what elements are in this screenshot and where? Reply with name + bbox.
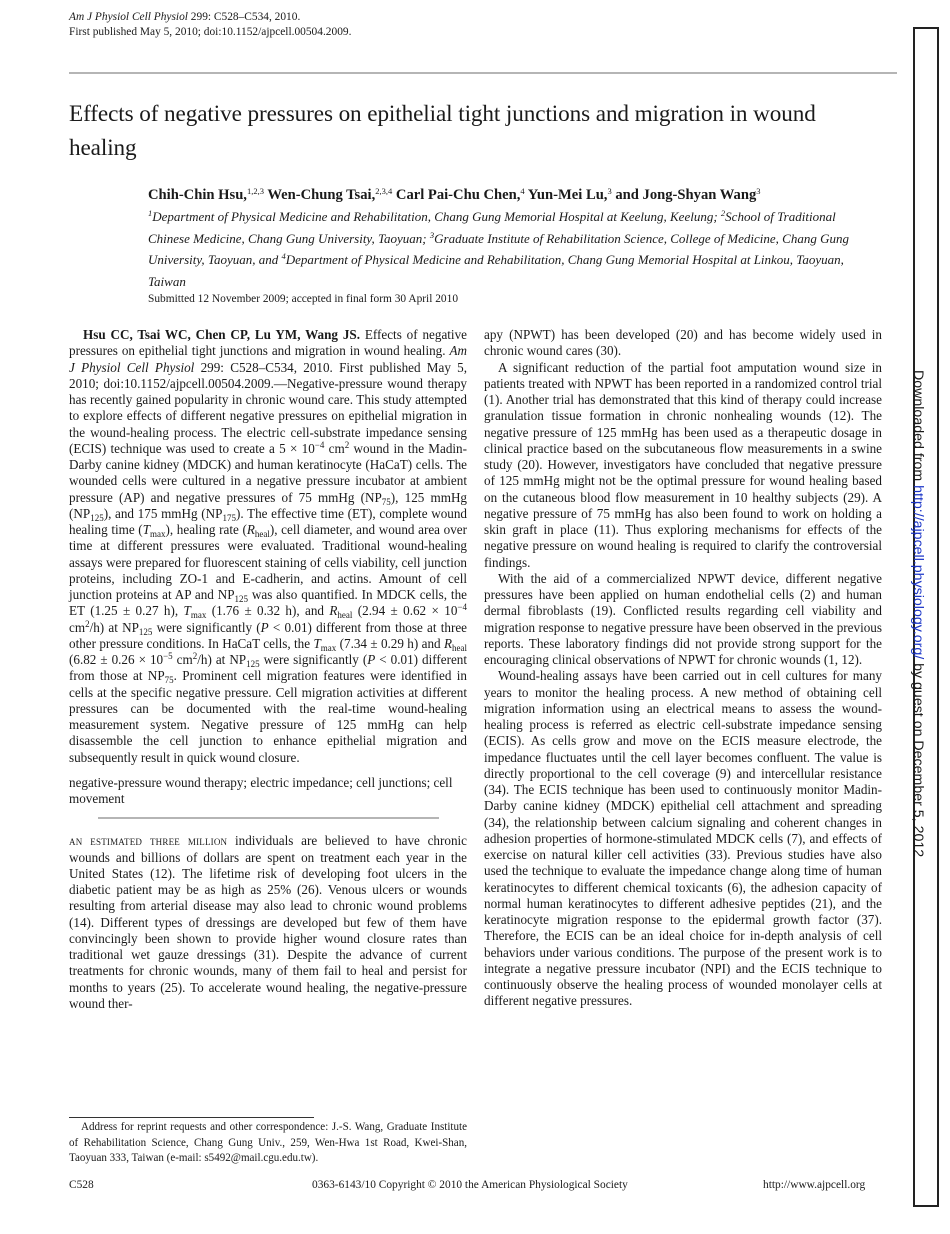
- body-paragraph: Wound-healing assays have been carried out in cell cultures for many years to monitor the healing process. A new method of obtaining cell migration information using an electrical means to assess the wound-healing process is referred as electric cell-substrate impedance sensing (ECIS). As cells grow and move on the ECIS measure electrode, the impedance fluctuates until the cell layer becomes confluent. The value is directly proportional to the cell coverage (9) and intercellular resistance (34). The ECIS technique has been used to continuously monitor Madin-Darby canine kidney (MDCK) epithelial cell attachment and spreading (34), the relationship between calcium signaling and coherent changes in adhesion properties of hormone-stimulated MDCK cells (7), and effects of exercise on natural killer cell activities (33). Previous studies have also used the technique to evaluate the impedance change along time of human keratinocytes to different chemical toxicants (6), the adhesion capacity of normal human keratinocytes to different adhesive peptides (21), and the keratinocyte migration response to the epidermal growth factor (37). Therefore, the ECIS can be an ideal choice for in-depth analysis of cell behaviors under various conditions. The purpose of the present work is to integrate a negative pressure incubator (NPI) and the ECIS technique to continuously observe the healing process of wounded monolayer cells at different negative pressures.: [484, 668, 882, 1009]
- article-title: Effects of negative pressures on epithelial tight junctions and migration in wound healing: [69, 101, 816, 161]
- affiliation: Department of Physical Medicine and Rehabilitation, Chang Gung Memorial Hospital at Linkou, Taoyuan, Taiwan: [148, 252, 844, 290]
- subscript: max: [320, 642, 337, 653]
- journal-volume-pages: 299: C528–C534, 2010.: [187, 11, 301, 23]
- abstract-text: /h) at NP: [89, 619, 139, 635]
- body-paragraph: A significant reduction of the partial foot amputation wound size in patients treated with NPWT has been reported in a randomized control trial (1). Another trial has demonstrated that this kind of therapy could increase granulation tissue formation in chronic nonhealing wounds (12). The negative pressure of 125 mmHg has been used as a therapeutic dosage in clinical practice based on the subcutaneous flow measurements in a swine study (20). However, investigators have concluded that negative pressure of 125 mmHg might not be the optimal pressure for wound healing based on the cutaneous blood flow measurement in 10 healthy subjects (29). A negative pressure of 75 mmHg has also been found to work on holding a skin graft in place (11). Thus exploring mechanisms for effects of the negative pressure on wound healing is required to clarify the controversial findings.: [484, 359, 882, 570]
- affiliation: School of Traditional Chinese Medicine, Chang Gung University, Taoyuan;: [148, 209, 836, 246]
- abstract-text: were significantly (: [259, 652, 368, 667]
- subscript: heal: [451, 642, 467, 653]
- symbol: P: [260, 619, 269, 635]
- subscript: 175: [222, 512, 236, 523]
- abstract-text: /h) at NP: [197, 652, 247, 667]
- body-paragraph: With the aid of a commercialized NPWT device, different negative pressures have been applied on human endothelial cells (2) and human dermal fibroblasts (19). Conflicted results regarding cell viability and migration response to negative pressure have been observed in the previous reports. These laboratory findings did not provide strong support for the encouraging clinical observations of NPWT for chronic wounds (1, 12).: [484, 570, 882, 667]
- abstract-divider: [98, 817, 439, 819]
- symbol: T: [142, 522, 150, 537]
- author: and Jong-Shyan Wang: [611, 187, 757, 203]
- abstract-text: 299: C528–C534, 2010. First published May 5, 2010; doi:10.1152/ajpcell.00504.2009.—Negative-pressure wound therapy has recently gained popularity in chronic wound care. This study attempted to explore effects of different negative pressures on epithelial migration in the wound-healing process. The electric cell-substrate impedance sensing (ECIS) technique was used to create a 5 × 10: [69, 359, 468, 456]
- author-affiliation-mark: 2,3,4: [375, 186, 393, 196]
- subscript: 125: [138, 626, 153, 637]
- download-stamp: [910, 370, 926, 857]
- header-divider: [69, 72, 897, 74]
- exponent: 2: [85, 618, 90, 629]
- abstract-text: (7.34 ± 0.29 h) and: [336, 635, 444, 651]
- abstract-authors: Hsu CC, Tsai WC, Chen CP, Lu YM, Wang JS.: [83, 327, 360, 342]
- author-affiliation-mark: 1,2,3: [246, 186, 264, 196]
- exponent: −5: [163, 651, 173, 661]
- subscript: 75: [381, 496, 391, 507]
- subscript: 125: [90, 512, 104, 523]
- download-source-link[interactable]: http://ajpcell.physiology.org/: [910, 485, 926, 660]
- journal-citation: [69, 10, 351, 25]
- exponent: −4: [457, 602, 467, 613]
- abstract-text: wound in the Madin-Darby canine kidney (MDCK) and human keratinocyte (HaCaT) cells. The wounded cells were cultured in a negative pressure incubator at ambient pressure (AP) and negative pressures of 75 mmHg (NP: [69, 440, 467, 505]
- publication-date-doi: First published May 5, 2010; doi:10.1152/ajpcell.00504.2009.: [69, 26, 352, 38]
- abstract-text: ). The effective time (ET), complete wound healing time (: [69, 505, 467, 537]
- author-list: [148, 185, 888, 205]
- download-stamp-text: by guest on December 5, 2012: [910, 659, 926, 858]
- symbol: R: [329, 603, 338, 619]
- exponent: 2: [344, 439, 350, 450]
- affiliation-number: 3: [429, 229, 435, 240]
- subscript: max: [190, 610, 207, 621]
- abstract-text: (2.94 ± 0.62 × 10: [352, 603, 458, 619]
- affiliations: [148, 206, 878, 293]
- author-affiliation-mark: 4: [520, 186, 525, 196]
- affiliation-number: 2: [720, 208, 726, 218]
- subscript: 125: [246, 659, 260, 669]
- affiliation: Department of Physical Medicine and Rehabilitation, Chang Gung Memorial Hospital at Keelung, Keelung;: [152, 209, 721, 224]
- intro-text: individuals are believed to have chronic wounds and billions of dollars are spent on treatment each year in the United States (12). The lifetime risk of developing foot ulcers in the diabetic patient may be as high as 25% (26). Venous ulcers or wounds resulting from arterial disease may also lead to chronic wound problems (14). Different types of dressings are developed but few of them have convincingly been shown to provide higher wound closure rates than traditional wet gauze dressings (31). Despite the advance of current treatments for chronic wounds, many of them fail to heal and persist for months to years (25). To accelerate wound healing, the negative-pressure wound ther-: [69, 833, 468, 1011]
- abstract-text: cm: [324, 440, 345, 456]
- author: Wen-Chung Tsai,: [263, 187, 376, 203]
- intro-lead-in: an estimated three million: [69, 833, 228, 849]
- abstract-text: was also quantified. In MDCK cells, the ET (1.25 ± 0.27 h),: [69, 587, 467, 619]
- symbol: P: [367, 652, 376, 667]
- left-column: [69, 327, 467, 1012]
- subscript: max: [150, 529, 166, 539]
- right-column: [484, 327, 882, 1010]
- abstract-text: (6.82 ± 0.26 × 10: [69, 652, 164, 667]
- author-affiliation-mark: 3: [607, 186, 612, 196]
- abstract-text: ), healing rate (: [165, 522, 247, 537]
- journal-header: [69, 10, 351, 40]
- keywords: negative-pressure wound therapy; electric impedance; cell junctions; cell movement: [69, 774, 453, 806]
- author: Carl Pai-Chu Chen,: [392, 187, 521, 203]
- author: Yun-Mei Lu,: [524, 187, 608, 203]
- submission-dates: Submitted 12 November 2009; accepted in final form 30 April 2010: [148, 293, 459, 305]
- abstract-text: Effects of negative pressures on epithelial tight junctions and migration in wound healing.: [69, 327, 467, 359]
- exponent: 2: [192, 651, 198, 661]
- copyright-notice: 0363-6143/10 Copyright © 2010 the American Physiological Society: [312, 1179, 628, 1191]
- body-paragraph: apy (NPWT) has been developed (20) and has become widely used in chronic wound cares (30).: [484, 327, 882, 359]
- symbol: T: [313, 635, 321, 651]
- journal-name: Am J Physiol Cell Physiol: [69, 11, 188, 23]
- abstract-text: (1.76 ± 0.32 h), and: [206, 603, 330, 619]
- download-stamp-text: Downloaded from: [910, 370, 926, 486]
- abstract-text: < 0.01) different from those at NP: [69, 652, 468, 684]
- subscript: heal: [254, 529, 270, 539]
- subscript: heal: [337, 610, 353, 621]
- subscript: 125: [234, 594, 249, 604]
- author-affiliation-mark: 3: [756, 186, 761, 196]
- abstract-text: . Prominent cell migration features were identified in cells at the specific negative pressure. Cell migration activities at different pressures can be documented with the real-time wound-healing measurement system. Negative pressure of 125 mmHg can help disassemble the cell junction to enhance epithelial migration and subsequently result in quick wound closure.: [69, 668, 467, 765]
- exponent: −4: [314, 439, 325, 450]
- abstract-text: were significantly (: [152, 619, 261, 635]
- author: Chih-Chin Hsu,: [148, 187, 247, 203]
- abstract-text: ), cell diameter, and wound area over time at different pressures were evaluated. Traditional wound-healing assays were prepared for fluorescent staining of cells viability, cell junction proteins, including ZO-1 and E-cadherin, and actins. Amount of cell junction proteins at AP and NP: [69, 522, 468, 602]
- abstract-text: cm: [69, 619, 86, 635]
- correspondence-footnote: Address for reprint requests and other correspondence: J.-S. Wang, Graduate Institute of Rehabilitation Science, Chang Gung Univ., 259, Wen-Hwa 1st Road, Kwei-Shan, Taoyuan 333, Taiwan (e-mail: s5492@mail.cgu.edu.tw).: [69, 1121, 467, 1165]
- symbol: T: [183, 603, 191, 619]
- affiliation: Graduate Institute of Rehabilitation Science, College of Medicine, Chang Gung University, Taoyuan, and: [148, 230, 849, 268]
- abstract-text: cm: [172, 652, 193, 667]
- affiliation-number: 1: [148, 208, 153, 218]
- symbol: R: [246, 522, 255, 537]
- affiliation-number: 4: [281, 251, 286, 262]
- abstract-journal: Am J Physiol Cell Physiol: [69, 343, 467, 375]
- page-number: C528: [69, 1179, 94, 1191]
- abstract-text: ), and 175 mmHg (NP: [103, 505, 223, 521]
- journal-url[interactable]: http://www.ajpcell.org: [763, 1179, 866, 1191]
- symbol: R: [443, 635, 452, 651]
- intro-paragraph: [69, 833, 467, 1012]
- footnote-divider: [69, 1117, 314, 1118]
- abstract-text: ), 125 mmHg (NP: [69, 489, 467, 521]
- subscript: 75: [164, 675, 174, 686]
- abstract: [69, 327, 467, 766]
- abstract-text: < 0.01) different from those at three other pressure conditions. In HaCaT cells, the: [69, 619, 468, 651]
